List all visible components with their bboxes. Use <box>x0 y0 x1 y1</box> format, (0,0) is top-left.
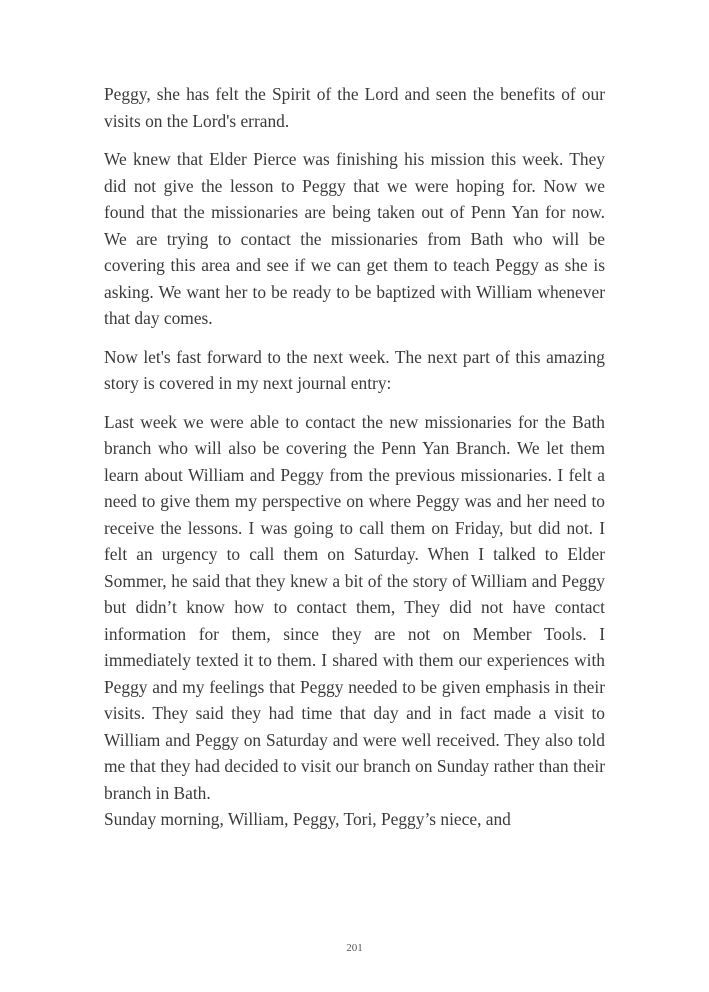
paragraph-elder-pierce: We knew that Elder Pierce was finishing his mission this week. They did not give the lesson to Peggy that we were hoping for. Now we found that the missionaries are being taken out of Penn Yan for now. We are trying to contact the missionaries from Bath who will be covering this area and see if we can get them to teach Peggy as she is asking. We want her to be ready to be baptized with William whenever that day comes. <box>104 149 605 328</box>
page-body <box>104 81 605 833</box>
paragraph-fast-forward: Now let's fast forward to the next week. The next part of this amazing story is covered in my next journal entry: <box>104 346 605 393</box>
page-number: 201 <box>346 942 363 954</box>
paragraph-journal-entry: Last week we were able to contact the new missionaries for the Bath branch who will also be covering the Penn Yan Branch. We let them learn about William and Peggy from the previous missionaries. I felt a need to give them my perspective on where Peggy was and her need to receive the lessons. I was going to call them on Friday, but did not. I felt an urgency to call them on Saturday. When I talked to Elder Sommer, he said that they knew a bit of the story of William and Peggy but didn’t know how to contact them, They did not have contact information for them, since they are not on Member Tools. I immediately texted it to them. I shared with them our experiences with Peggy and my feelings that Peggy needed to be given emphasis in their visits. They said they had time that day and in fact made a visit to William and Peggy on Saturday and were well received. They also told me that they had decided to visit our branch on Sunday rather than their branch in Bath. <box>104 411 605 803</box>
paragraph-sunday-morning: Sunday morning, William, Peggy, Tori, Peggy’s niece, and <box>104 809 511 829</box>
paragraph-peggy-spirit: Peggy, she has felt the Spirit of the Lord and seen the benefits of our visits on the Lord's errand. <box>104 84 605 131</box>
